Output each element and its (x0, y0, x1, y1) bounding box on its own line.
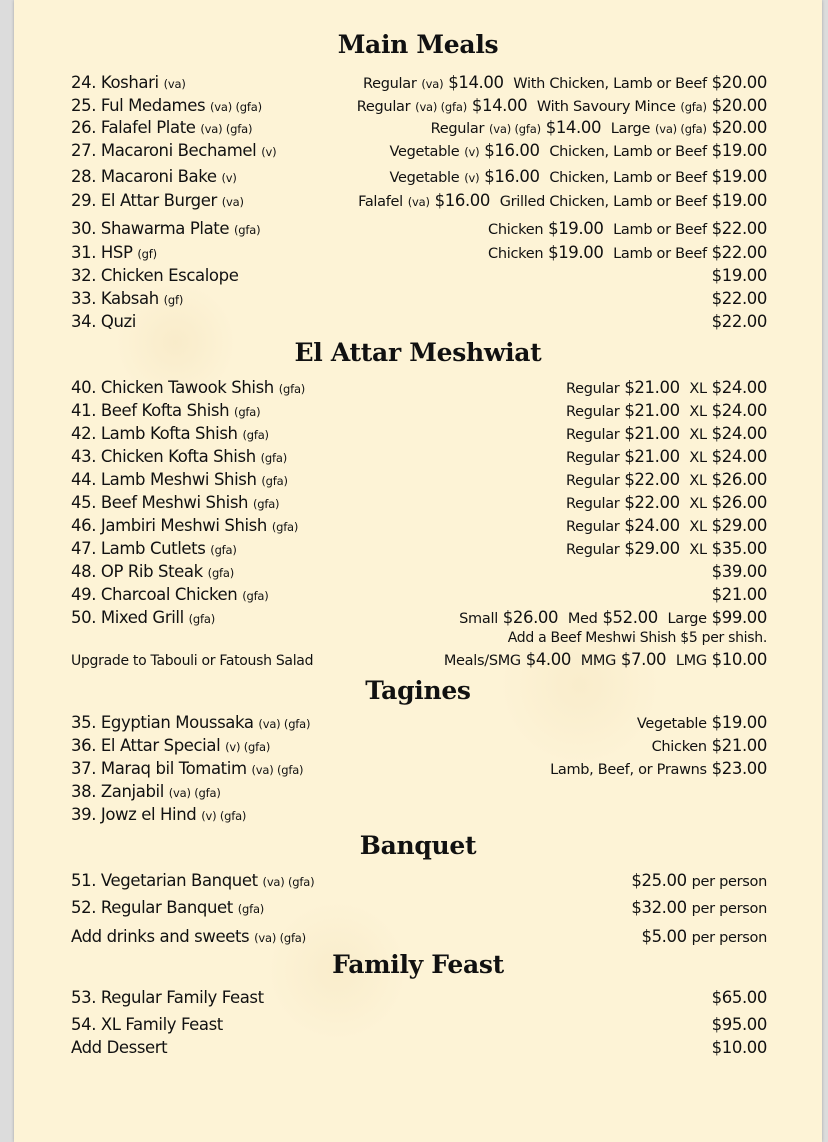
dietary-tags: (gfa) (242, 428, 269, 442)
menu-item-row (71, 493, 767, 515)
price-option-label: XL (689, 450, 707, 466)
price-value: $19.00 (711, 141, 767, 160)
menu-item-name-group (71, 736, 270, 755)
menu-item-name: 30. Shawarma Plate (71, 219, 230, 238)
dietary-tags: (gfa) (260, 451, 287, 465)
menu-item-row (71, 713, 767, 735)
menu-item-row (71, 266, 767, 288)
menu-item-name-group (71, 191, 244, 210)
menu-item-name-group (71, 516, 298, 535)
dietary-tags: (v) (gfa) (201, 809, 247, 823)
menu-item-name-group (71, 927, 306, 946)
menu-item-prices (566, 470, 767, 489)
price-option-label: Chicken (651, 739, 707, 755)
price-value: $19.00 (548, 219, 604, 238)
price-value: $24.00 (711, 401, 767, 420)
dietary-tags: (va) (gfa) (251, 763, 304, 777)
price-option-label: Regular (362, 76, 417, 92)
price-suffix: per person (691, 930, 767, 946)
price-value: $26.00 (711, 493, 767, 512)
menu-item-name: 26. Falafel Plate (71, 118, 196, 137)
price-option-label: Regular (565, 496, 620, 512)
price-value: $20.00 (711, 73, 767, 92)
menu-item-name: 34. Quzi (71, 312, 136, 331)
menu-item-name: 24. Koshari (71, 73, 159, 92)
menu-item-name-group (71, 167, 237, 186)
menu-item-name-group (71, 312, 136, 331)
menu-item-name-group (71, 243, 157, 262)
menu-item-row (71, 243, 767, 265)
menu-item-name-group (71, 871, 314, 890)
menu-item-row (71, 871, 767, 893)
upgrade-opt0: Meals/SMG (443, 653, 521, 669)
menu-item-row (71, 539, 767, 561)
dietary-tags: (va) (gfa) (168, 786, 221, 800)
price-option-label: Chicken (488, 246, 544, 262)
menu-item-row (71, 312, 767, 334)
menu-item-name: 38. Zanjabil (71, 782, 164, 801)
menu-item-name: 47. Lamb Cutlets (71, 539, 206, 558)
menu-item-row (71, 378, 767, 400)
price-option-label: Regular (565, 450, 620, 466)
price-option-label: Regular (565, 381, 620, 397)
menu-item-name: 46. Jambiri Meshwi Shish (71, 516, 267, 535)
section-title-tagines: Tagines (365, 676, 471, 705)
menu-item-name-group (71, 266, 238, 285)
menu-item-row (71, 516, 767, 538)
menu-item-prices (459, 608, 767, 627)
price-option-label: Regular (565, 473, 620, 489)
price-value: $52.00 (602, 608, 658, 627)
menu-item-row (71, 289, 767, 311)
upgrade-price0: $4.00 (525, 650, 571, 669)
price-value: $39.00 (711, 562, 767, 581)
menu-item-prices (431, 118, 767, 137)
price-option-label: Regular (430, 121, 485, 137)
price-option-label: XL (689, 473, 707, 489)
menu-item-prices (652, 736, 767, 755)
menu-item-name: 35. Egyptian Moussaka (71, 713, 254, 732)
menu-item-prices (566, 493, 767, 512)
dietary-tags: (va) (gfa) (262, 875, 315, 889)
menu-item-row (71, 608, 767, 630)
menu-item-prices (390, 141, 768, 160)
price-option-label: Regular (356, 99, 411, 115)
dietary-tags: (va) (163, 77, 186, 91)
dietary-tags: (gfa) (252, 497, 280, 511)
dietary-tags: (gfa) (237, 902, 265, 916)
dietary-tags: (gf) (137, 247, 157, 261)
dietary-tags: (v) (221, 171, 237, 185)
menu-item-prices (641, 927, 767, 946)
menu-item-row (71, 736, 767, 758)
price-value: $99.00 (711, 608, 767, 627)
menu-item-row (71, 759, 767, 781)
menu-item-name-group (71, 608, 215, 627)
section-title-meshwiat: El Attar Meshwiat (294, 338, 542, 367)
menu-item-name: 39. Jowz el Hind (71, 805, 197, 824)
price-value: $22.00 (624, 493, 680, 512)
menu-item-row (71, 562, 767, 584)
option-dietary-tags: (va) (gfa) (489, 122, 541, 136)
dietary-tags: (gfa) (242, 589, 269, 603)
menu-item-name: 25. Ful Medames (71, 96, 206, 115)
menu-item-prices (712, 1038, 767, 1057)
menu-item-name: 40. Chicken Tawook Shish (71, 378, 274, 397)
price-option-label: Chicken, Lamb or Beef (549, 144, 707, 160)
dietary-tags: (va) (gfa) (210, 100, 262, 114)
price-value: $16.00 (484, 141, 540, 160)
menu-item-name-group (71, 219, 260, 238)
option-dietary-tags: (va) (407, 195, 430, 209)
price-value: $20.00 (711, 96, 767, 115)
price-option-label: Lamb or Beef (613, 246, 707, 262)
section-title-main-meals: Main Meals (337, 30, 499, 59)
menu-item-prices (550, 759, 767, 778)
price-value: $21.00 (624, 447, 680, 466)
price-value: $35.00 (711, 539, 767, 558)
price-suffix: per person (691, 901, 767, 917)
price-option-label: With Savoury Mince (536, 99, 676, 115)
menu-item-name: 42. Lamb Kofta Shish (71, 424, 238, 443)
price-option-label: XL (689, 427, 707, 443)
menu-item-name: 31. HSP (71, 243, 133, 262)
dietary-tags: (va) (gfa) (258, 717, 311, 731)
menu-item-name-group (71, 141, 276, 160)
price-value: $26.00 (502, 608, 559, 627)
meshwiat-note: Add a Beef Meshwi Shish $5 per shish. (507, 630, 767, 646)
price-value: $24.00 (624, 516, 680, 535)
menu-item-row (71, 782, 767, 804)
price-value: $29.00 (711, 516, 767, 535)
menu-item-name-group (71, 73, 186, 92)
menu-item-prices (712, 312, 767, 331)
menu-item-prices (712, 1015, 767, 1034)
price-option-label: Grilled Chicken, Lamb or Beef (499, 194, 707, 210)
menu-item-prices (566, 424, 767, 443)
section-title-banquet: Banquet (359, 831, 477, 860)
menu-item-prices (712, 266, 767, 285)
price-value: $22.00 (711, 312, 767, 331)
menu-item-prices (631, 898, 767, 917)
upgrade-price1: $7.00 (620, 650, 667, 669)
menu-item-name-group (71, 447, 287, 466)
menu-item-name-group (71, 782, 221, 801)
menu-item-name: Add Dessert (71, 1038, 168, 1057)
menu-item-prices (712, 289, 767, 308)
price-value: $21.00 (624, 424, 680, 443)
price-value: $19.00 (711, 713, 767, 732)
menu-item-row (71, 1038, 767, 1060)
menu-item-name: 36. El Attar Special (71, 736, 221, 755)
menu-item-name-group (71, 1038, 167, 1057)
menu-item-row (71, 447, 767, 469)
menu-item-name-group (71, 805, 246, 824)
price-value: $22.00 (711, 219, 767, 238)
price-value: $21.00 (624, 378, 680, 397)
price-value: $21.00 (624, 401, 680, 420)
price-value: $22.00 (711, 289, 767, 308)
price-option-label: Regular (565, 542, 620, 558)
price-option-label: Vegetable (389, 144, 460, 160)
menu-item-name: 45. Beef Meshwi Shish (71, 493, 249, 512)
menu-item-name: 49. Charcoal Chicken (71, 585, 238, 604)
dietary-tags: (gf) (163, 293, 184, 307)
menu-item-name-group (71, 378, 305, 397)
menu-item-row (71, 424, 767, 446)
price-value: $23.00 (711, 759, 767, 778)
dietary-tags: (gfa) (233, 223, 261, 237)
upgrade-row (71, 650, 767, 672)
price-value: $14.00 (471, 96, 528, 115)
price-value: $19.00 (711, 167, 767, 186)
price-value: $24.00 (711, 378, 767, 397)
price-value: $20.00 (711, 118, 767, 137)
menu-item-prices (357, 96, 767, 115)
menu-item-name: 37. Maraq bil Tomatim (71, 759, 247, 778)
dietary-tags: (va) (221, 195, 244, 209)
menu-item-name-group (71, 1015, 223, 1034)
menu-item-prices (566, 401, 767, 420)
menu-item-name: 28. Macaroni Bake (71, 167, 217, 186)
price-value: $19.00 (711, 266, 767, 285)
dietary-tags: (gfa) (278, 382, 306, 396)
menu-item-row (71, 988, 767, 1010)
price-option-label: Chicken (488, 222, 544, 238)
upgrade-opt2: LMG (675, 653, 707, 669)
price-value: $32.00 (631, 898, 687, 917)
menu-item-name-group (71, 118, 252, 137)
price-option-label: XL (689, 496, 707, 512)
price-value: $65.00 (711, 988, 767, 1007)
price-option-label: XL (689, 381, 707, 397)
price-value: $14.00 (545, 118, 602, 137)
price-option-label: XL (689, 404, 707, 420)
menu-item-prices (363, 73, 767, 92)
price-option-label: With Chicken, Lamb or Beef (513, 76, 707, 92)
menu-item-prices (712, 562, 767, 581)
menu-item-prices (488, 219, 767, 238)
price-option-label: Vegetable (636, 716, 707, 732)
menu-item-prices (358, 191, 767, 210)
price-value: $24.00 (711, 424, 767, 443)
menu-item-row (71, 927, 767, 949)
price-value: $29.00 (624, 539, 680, 558)
menu-item-name: 32. Chicken Escalope (71, 266, 239, 285)
menu-item-name-group (71, 585, 269, 604)
menu-item-name: 41. Beef Kofta Shish (71, 401, 230, 420)
dietary-tags: (gfa) (271, 520, 299, 534)
section-title-family-feast: Family Feast (332, 950, 504, 979)
price-option-label: Regular (565, 519, 620, 535)
dietary-tags: (va) (gfa) (200, 122, 253, 136)
price-option-label: Large (667, 611, 707, 627)
price-value: $22.00 (624, 470, 680, 489)
price-value: $25.00 (631, 871, 687, 890)
menu-item-row (71, 585, 767, 607)
price-value: $24.00 (711, 447, 767, 466)
dietary-tags: (gfa) (188, 612, 215, 626)
option-dietary-tags: (gfa) (680, 100, 707, 114)
price-suffix: per person (691, 874, 767, 890)
menu-item-name: 53. Regular Family Feast (71, 988, 264, 1007)
price-value: $21.00 (711, 585, 767, 604)
price-value: $19.00 (711, 191, 767, 210)
menu-item-prices (566, 378, 767, 397)
menu-item-name-group (71, 988, 264, 1007)
price-value: $10.00 (711, 1038, 767, 1057)
menu-item-row (71, 141, 767, 163)
menu-item-prices (390, 167, 768, 186)
menu-item-row (71, 167, 767, 189)
menu-item-name: 33. Kabsah (71, 289, 159, 308)
menu-item-name: 52. Regular Banquet (71, 898, 233, 917)
menu-item-prices (712, 988, 767, 1007)
menu-item-name: 43. Chicken Kofta Shish (71, 447, 256, 466)
option-dietary-tags: (va) (gfa) (654, 122, 707, 136)
price-value: $26.00 (711, 470, 767, 489)
menu-item-name-group (71, 562, 234, 581)
price-option-label: Lamb, Beef, or Prawns (550, 762, 707, 778)
dietary-tags: (v) (gfa) (225, 740, 271, 754)
menu-item-row (71, 219, 767, 241)
menu-item-prices (631, 871, 767, 890)
dietary-tags: (gfa) (210, 543, 237, 557)
menu-item-row (71, 1015, 767, 1037)
menu-item-prices (566, 516, 767, 535)
menu-item-prices (566, 447, 767, 466)
price-option-label: Med (567, 611, 598, 627)
price-value: $19.00 (548, 243, 604, 262)
price-value: $16.00 (434, 191, 490, 210)
price-option-label: Falafel (358, 194, 403, 210)
menu-item-name: 48. OP Rib Steak (71, 562, 203, 581)
price-option-label: Small (459, 611, 498, 627)
menu-item-name: 27. Macaroni Bechamel (71, 141, 257, 160)
menu-item-name: 44. Lamb Meshwi Shish (71, 470, 257, 489)
menu-item-name: 54. XL Family Feast (71, 1015, 223, 1034)
price-value: $14.00 (448, 73, 504, 92)
menu-item-name-group (71, 289, 183, 308)
menu-item-name-group (71, 424, 269, 443)
menu-item-row (71, 118, 767, 140)
dietary-tags: (gfa) (234, 405, 261, 419)
menu-item-name-group (71, 759, 303, 778)
menu-item-row (71, 73, 767, 95)
menu-item-name-group (71, 493, 279, 512)
price-option-label: Large (610, 121, 651, 137)
price-value: $22.00 (711, 243, 767, 262)
price-option-label: Lamb or Beef (613, 222, 707, 238)
menu-item-name-group (71, 470, 288, 489)
menu-item-row (71, 401, 767, 423)
price-value: $5.00 (641, 927, 687, 946)
menu-item-name: 51. Vegetarian Banquet (71, 871, 258, 890)
price-value: $21.00 (711, 736, 767, 755)
upgrade-opt1: MMG (580, 653, 617, 669)
option-dietary-tags: (va) (gfa) (415, 100, 468, 114)
price-option-label: XL (689, 519, 707, 535)
dietary-tags: (gfa) (261, 474, 288, 488)
price-option-label: Vegetable (389, 170, 460, 186)
menu-item-name-group (71, 96, 262, 115)
menu-item-prices (712, 585, 767, 604)
menu-item-row (71, 470, 767, 492)
menu-item-name: 50. Mixed Grill (71, 608, 184, 627)
menu-item-name-group (71, 898, 264, 917)
option-dietary-tags: (v) (464, 145, 480, 159)
upgrade-label: Upgrade to Tabouli or Fatoush Salad (71, 653, 314, 669)
upgrade-price2: $10.00 (711, 650, 767, 669)
menu-item-row (71, 805, 767, 827)
price-option-label: Regular (565, 404, 620, 420)
price-option-label: XL (689, 542, 707, 558)
option-dietary-tags: (va) (421, 77, 444, 91)
menu-item-prices (488, 243, 767, 262)
menu-item-name-group (71, 539, 237, 558)
menu-item-prices (637, 713, 767, 732)
menu-item-row (71, 96, 767, 118)
price-value: $95.00 (711, 1015, 767, 1034)
price-option-label: Chicken, Lamb or Beef (549, 170, 707, 186)
price-value: $16.00 (484, 167, 540, 186)
menu-item-prices (566, 539, 767, 558)
option-dietary-tags: (v) (464, 171, 480, 185)
dietary-tags: (gfa) (207, 566, 235, 580)
menu-item-name: 29. El Attar Burger (71, 191, 217, 210)
menu-item-name-group (71, 713, 310, 732)
dietary-tags: (v) (261, 145, 277, 159)
menu-item-name-group (71, 401, 260, 420)
menu-item-row (71, 191, 767, 213)
menu-item-name: Add drinks and sweets (71, 927, 250, 946)
price-option-label: Regular (565, 427, 620, 443)
dietary-tags: (va) (gfa) (254, 931, 306, 945)
menu-item-row (71, 898, 767, 920)
